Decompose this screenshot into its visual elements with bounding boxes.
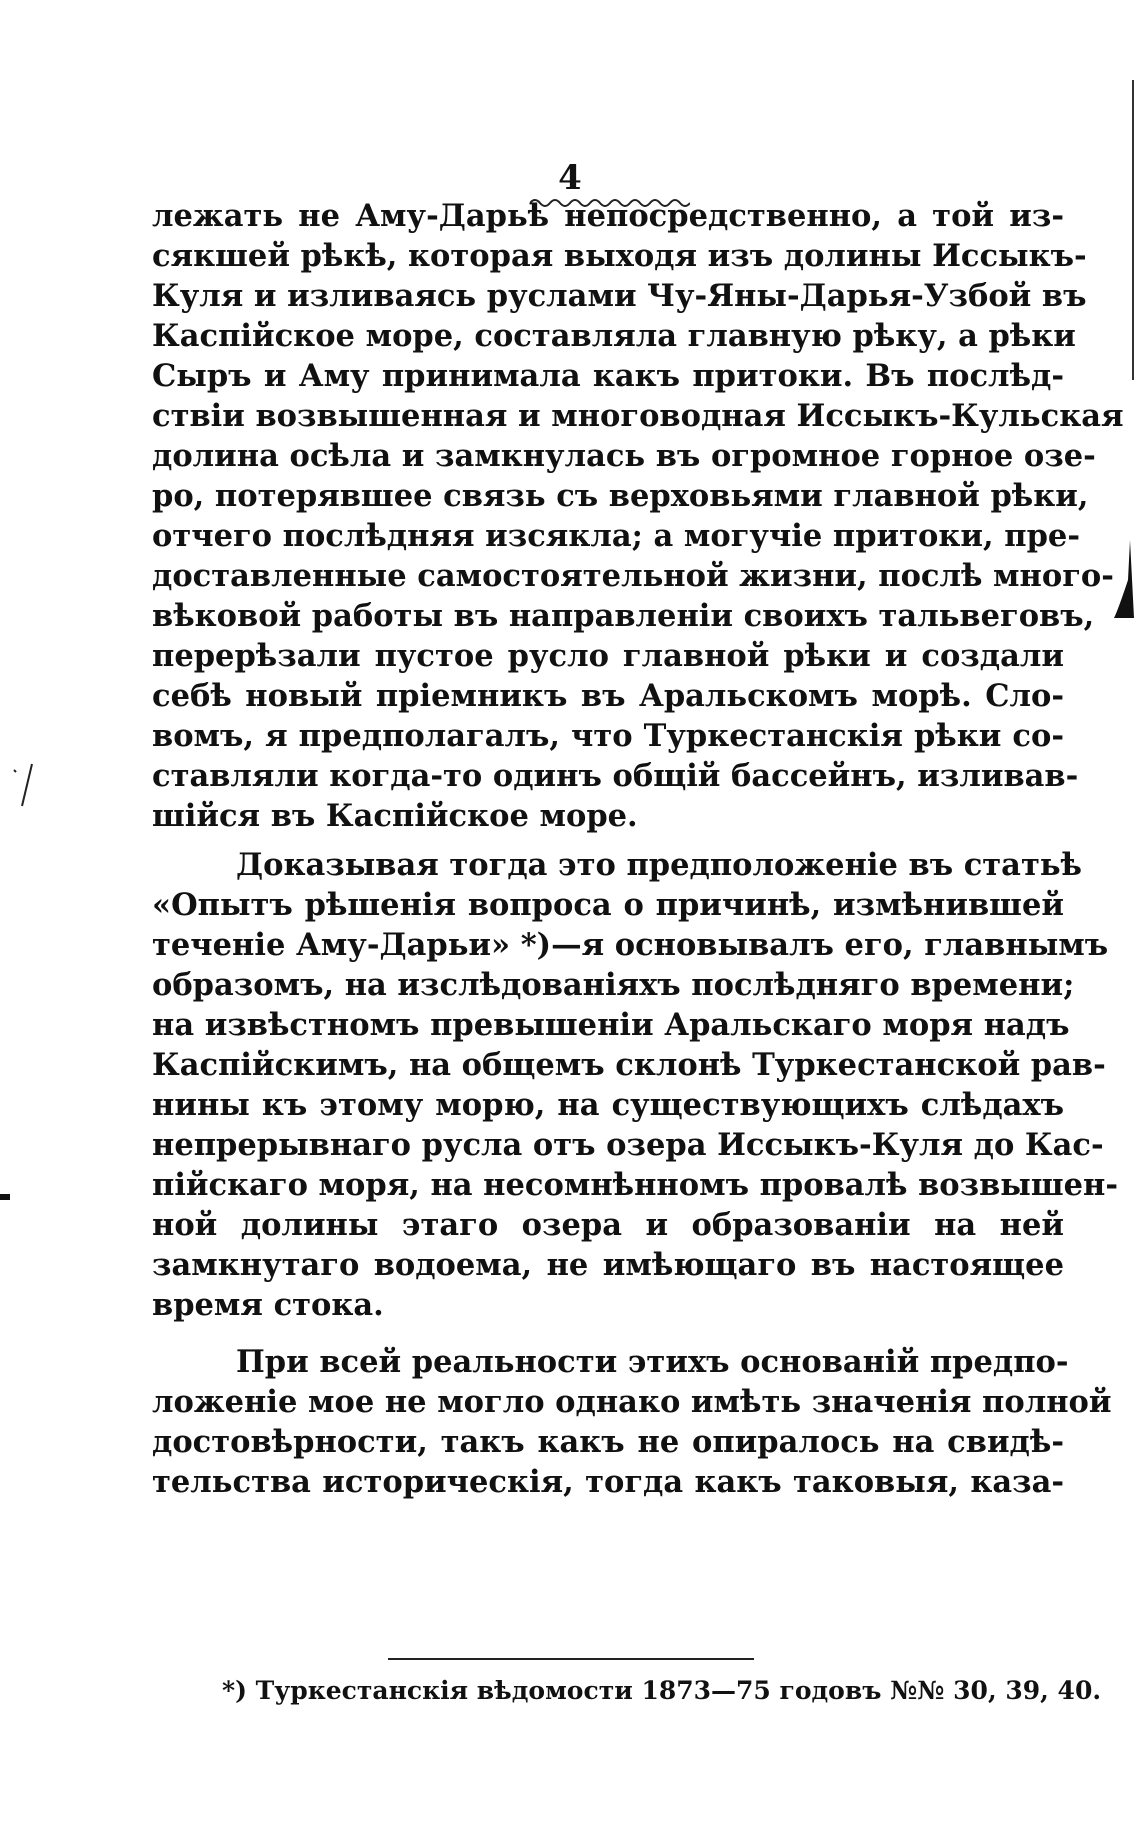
text-line: время стока. [152, 1287, 384, 1323]
text-line: Каспійскимъ, на общемъ склонѣ Туркестанской рав- [152, 1047, 1106, 1083]
text-line: Куля и изливаясь руслами Чу-Яны-Дарья-Узбой въ [152, 278, 1087, 314]
text-line: Каспійское море, составляла главную рѣку, а рѣки [152, 318, 1076, 354]
text-line: Доказывая тогда это предположеніе въ статьѣ [236, 847, 1082, 883]
text-line: теченіе Аму-Дарьи» *)—я основывалъ его, главнымъ [152, 927, 1109, 963]
text-line: ствіи возвышенная и многоводная Иссыкъ-Кульская [152, 398, 1124, 434]
text-line: нины къ этому морю, на существующихъ слѣдахъ [152, 1087, 1064, 1123]
text-line: образомъ, на изслѣдованіяхъ послѣдняго времени; [152, 967, 1075, 1003]
page-number: 4 [558, 158, 582, 198]
left-margin-mark [4, 760, 44, 810]
text-line: ро, потерявшее связь съ верховьями главной рѣки, [152, 478, 1089, 514]
text-line: шійся въ Каспійское море. [152, 798, 638, 834]
text-line: перерѣзали пустое русло главной рѣки и создали [152, 638, 1064, 674]
text-line: ставляли когда-то одинъ общій бассейнъ, изливав- [152, 758, 1079, 794]
text-line: тельства историческія, тогда какъ таковыя, каза- [152, 1464, 1064, 1500]
text-line: лежать не Аму-Дарьѣ непосредственно, а той из- [152, 198, 1064, 234]
text-line: доставленные самостоятельной жизни, послѣ много- [152, 558, 1114, 594]
text-line: Сыръ и Аму принимала какъ притоки. Въ послѣд- [152, 358, 1064, 394]
right-edge-mark [1108, 540, 1138, 620]
right-edge-line [1128, 80, 1138, 380]
text-line: пійскаго моря, на несомнѣнномъ провалѣ возвышен- [152, 1167, 1119, 1203]
text-line: достовѣрности, такъ какъ не опиралось на свидѣ- [152, 1424, 1064, 1460]
text-line: ной долины этаго озера и образованіи на ней [152, 1207, 1064, 1243]
footnote: *) Туркестанскія вѣдомости 1873—75 годовъ №№ 30, 39, 40. [222, 1676, 1102, 1705]
left-edge-tick [0, 1192, 12, 1202]
text-line: При всей реальности этихъ основаній предпо- [236, 1344, 1069, 1380]
text-line: ложеніе мое не могло однако имѣть значенія полной [152, 1384, 1112, 1420]
text-line: сякшей рѣкѣ, которая выходя изъ долины Иссыкъ- [152, 238, 1087, 274]
text-line: вомъ, я предполагалъ, что Туркестанскія рѣки со- [152, 718, 1064, 754]
text-line: замкнутаго водоема, не имѣющаго въ настоящее [152, 1247, 1064, 1283]
text-line: вѣковой работы въ направленіи своихъ тальвеговъ, [152, 598, 1095, 634]
text-line: отчего послѣдняя изсякла; а могучіе притоки, пре- [152, 518, 1080, 554]
text-line: на извѣстномъ превышеніи Аральскаго моря надъ [152, 1007, 1070, 1043]
text-line: долина осѣла и замкнулась въ огромное горное озе- [152, 438, 1096, 474]
text-line: непрерывнаго русла отъ озера Иссыкъ-Куля до Кас- [152, 1127, 1104, 1163]
text-line: себѣ новый пріемникъ въ Аральскомъ морѣ. Сло- [152, 678, 1064, 714]
text-line: «Опытъ рѣшенія вопроса о причинѣ, измѣнившей [152, 887, 1064, 923]
footnote-rule [388, 1658, 754, 1660]
